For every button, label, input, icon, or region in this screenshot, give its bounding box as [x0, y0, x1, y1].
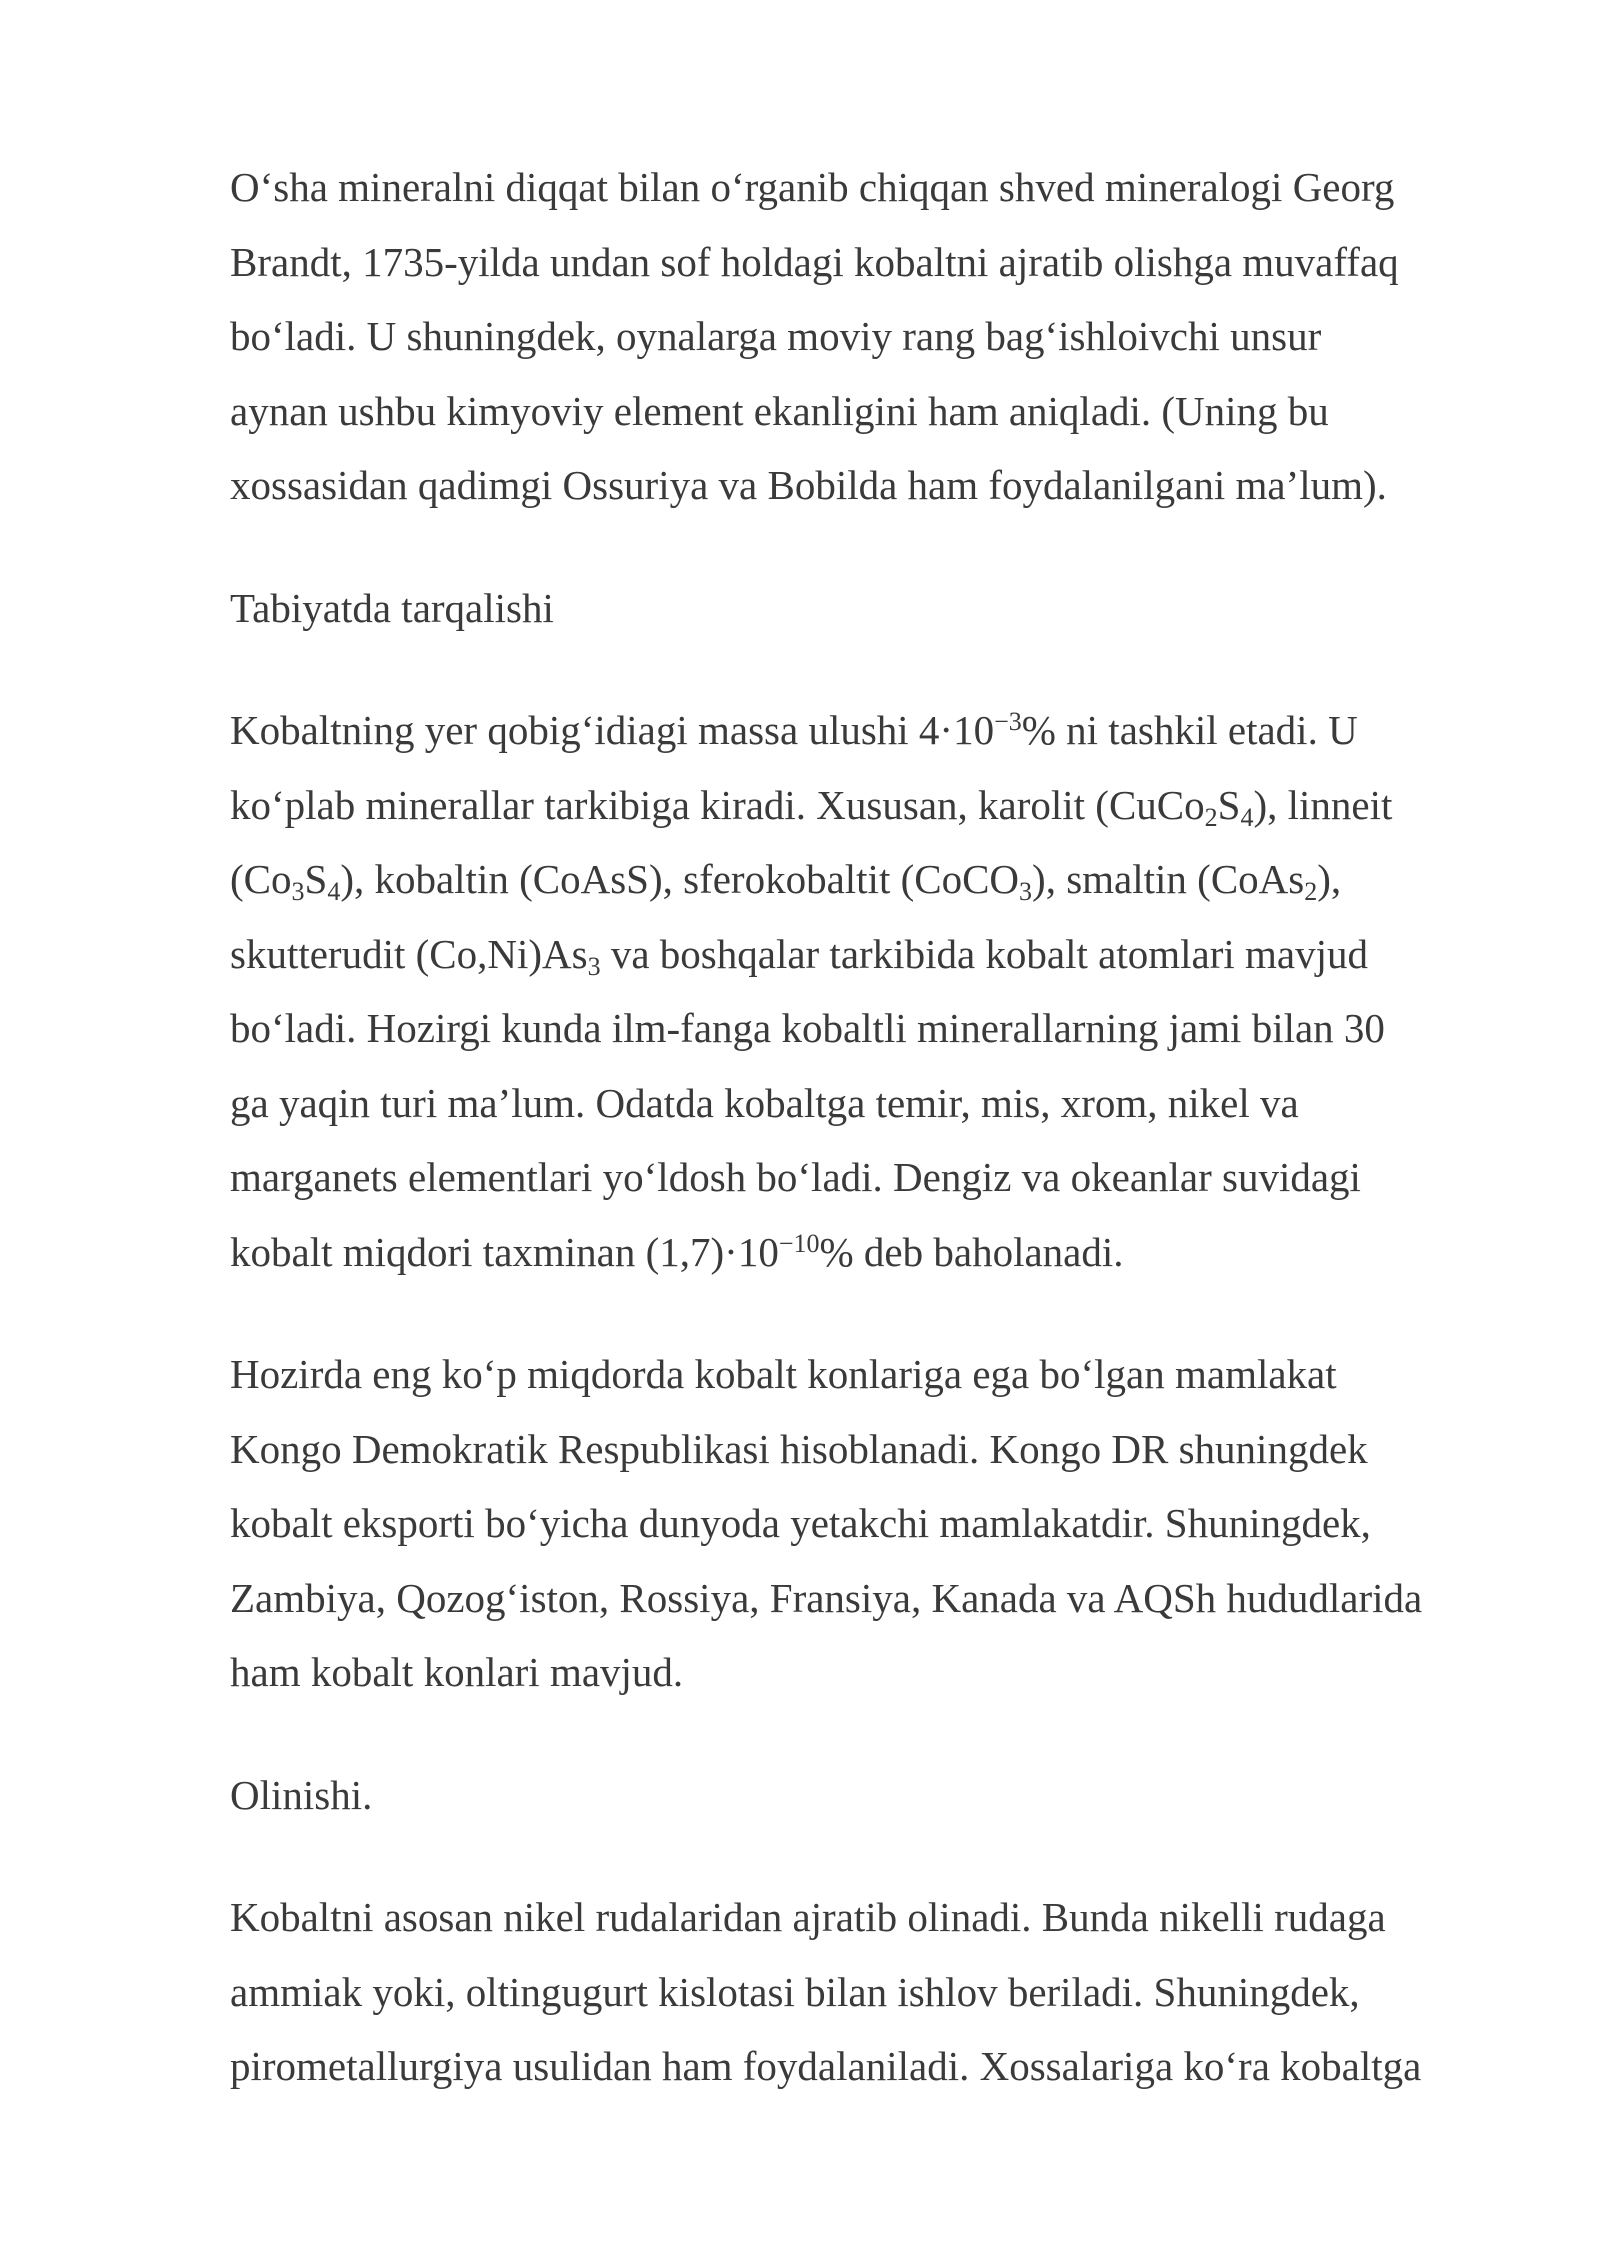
- text-run: ), linneit: [1253, 781, 1393, 828]
- paragraph-gap: [230, 1710, 1530, 1758]
- text-line: xossasidan qadimgi Ossuriya va Bobilda ham foydalanilgani ma’lum).: [230, 462, 1387, 508]
- text-line: [230, 917, 1530, 992]
- paragraph-gap: [230, 1832, 1530, 1880]
- superscript: −10: [778, 1228, 820, 1258]
- text-line: ammiak yoki, oltingugurt kislotasi bilan ishlov beriladi. Shuningdek,: [230, 1968, 1360, 2015]
- text-line: pirometallurgiya usulidan ham foydalaniladi. Xossalariga ko‘ra kobaltga: [230, 2043, 1422, 2089]
- text-run: (Co: [230, 856, 292, 902]
- text-run: S: [1217, 781, 1241, 828]
- paragraph-gap: [230, 1289, 1530, 1337]
- text-line: Kobaltni asosan nikel rudalaridan ajratib olinadi. Bunda nikelli rudaga: [230, 1894, 1386, 1940]
- subscript: 2: [1304, 877, 1318, 906]
- text-line: Brandt, 1735-yilda undan sof holdagi kobaltni ajratib olishga muvaffaq: [230, 238, 1399, 285]
- paragraph-history: [230, 150, 1530, 523]
- text-run: va boshqalar tarkibida kobalt atomlari mavjud: [600, 930, 1368, 977]
- subscript: 3: [587, 951, 601, 981]
- text-line: [230, 1215, 1530, 1290]
- text-run: ),: [1317, 856, 1342, 902]
- text-line: Kongo Demokratik Respublikasi hisoblanadi. Kongo DR shuningdek: [230, 1425, 1368, 1472]
- text-run: ), kobaltin (CoAsS), sferokobaltit (CoCO: [340, 856, 1020, 902]
- subscript: 3: [291, 877, 305, 906]
- subscript: 3: [1019, 877, 1033, 906]
- section-heading-distribution: [230, 571, 1530, 646]
- text-line: ham kobalt konlari mavjud.: [230, 1649, 684, 1695]
- section-heading-production: [230, 1758, 1530, 1833]
- text-run: ), smaltin (CoAs: [1032, 856, 1305, 902]
- heading-text: Olinishi.: [230, 1771, 373, 1818]
- paragraph-production: [230, 1880, 1530, 2104]
- paragraph-gap: [230, 523, 1530, 571]
- subscript: 4: [1240, 802, 1254, 832]
- text-run: ko‘plab minerallar tarkibiga kiradi. Xususan, karolit (CuCo: [230, 781, 1205, 828]
- text-line: O‘sha mineralni diqqat bilan o‘rganib chiqqan shved mineralogi Georg: [230, 164, 1395, 210]
- text-run: % ni tashkil etadi. U: [1021, 707, 1358, 753]
- text-run: % deb baholanadi.: [819, 1228, 1124, 1275]
- superscript: −3: [994, 707, 1022, 736]
- text-line: kobalt eksporti bo‘yicha dunyoda yetakchi mamlakatdir. Shuningdek,: [230, 1500, 1371, 1546]
- heading-text: Tabiyatda tarqalishi: [230, 584, 554, 631]
- paragraph-distribution: [230, 693, 1530, 1289]
- text-line: ga yaqin turi ma’lum. Odatda kobaltga temir, mis, xrom, nikel va: [230, 1079, 1299, 1126]
- text-line: Hozirda eng ko‘p miqdorda kobalt konlariga ega bo‘lgan mamlakat: [230, 1351, 1337, 1397]
- text-line: marganets elementlari yo‘ldosh bo‘ladi. Dengiz va okeanlar suvidagi: [230, 1154, 1361, 1200]
- paragraph-deposits: [230, 1337, 1530, 1710]
- text-line: [230, 768, 1530, 843]
- subscript: 4: [327, 877, 341, 906]
- text-run: skutterudit (Co,Ni)As: [230, 930, 588, 977]
- text-run: S: [304, 856, 328, 902]
- paragraph-gap: [230, 645, 1530, 693]
- text-run: kobalt miqdori taxminan (1,7)·10: [230, 1228, 779, 1275]
- text-line: Zambiya, Qozog‘iston, Rossiya, Fransiya, Kanada va AQSh hududlarida: [230, 1574, 1423, 1621]
- text-run: Kobaltning yer qobig‘idiagi massa ulushi 4·10: [230, 707, 995, 753]
- text-line: bo‘ladi. Hozirgi kunda ilm-fanga kobaltli minerallarning jami bilan 30: [230, 1005, 1385, 1051]
- text-line: bo‘ladi. U shuningdek, oynalarga moviy rang bag‘ishloivchi unsur: [230, 313, 1322, 359]
- text-line: [230, 842, 1530, 917]
- subscript: 2: [1204, 802, 1218, 832]
- text-line: aynan ushbu kimyoviy element ekanligini ham aniqladi. (Uning bu: [230, 387, 1329, 434]
- document-page: [230, 150, 1530, 2104]
- text-line: [230, 693, 1530, 768]
